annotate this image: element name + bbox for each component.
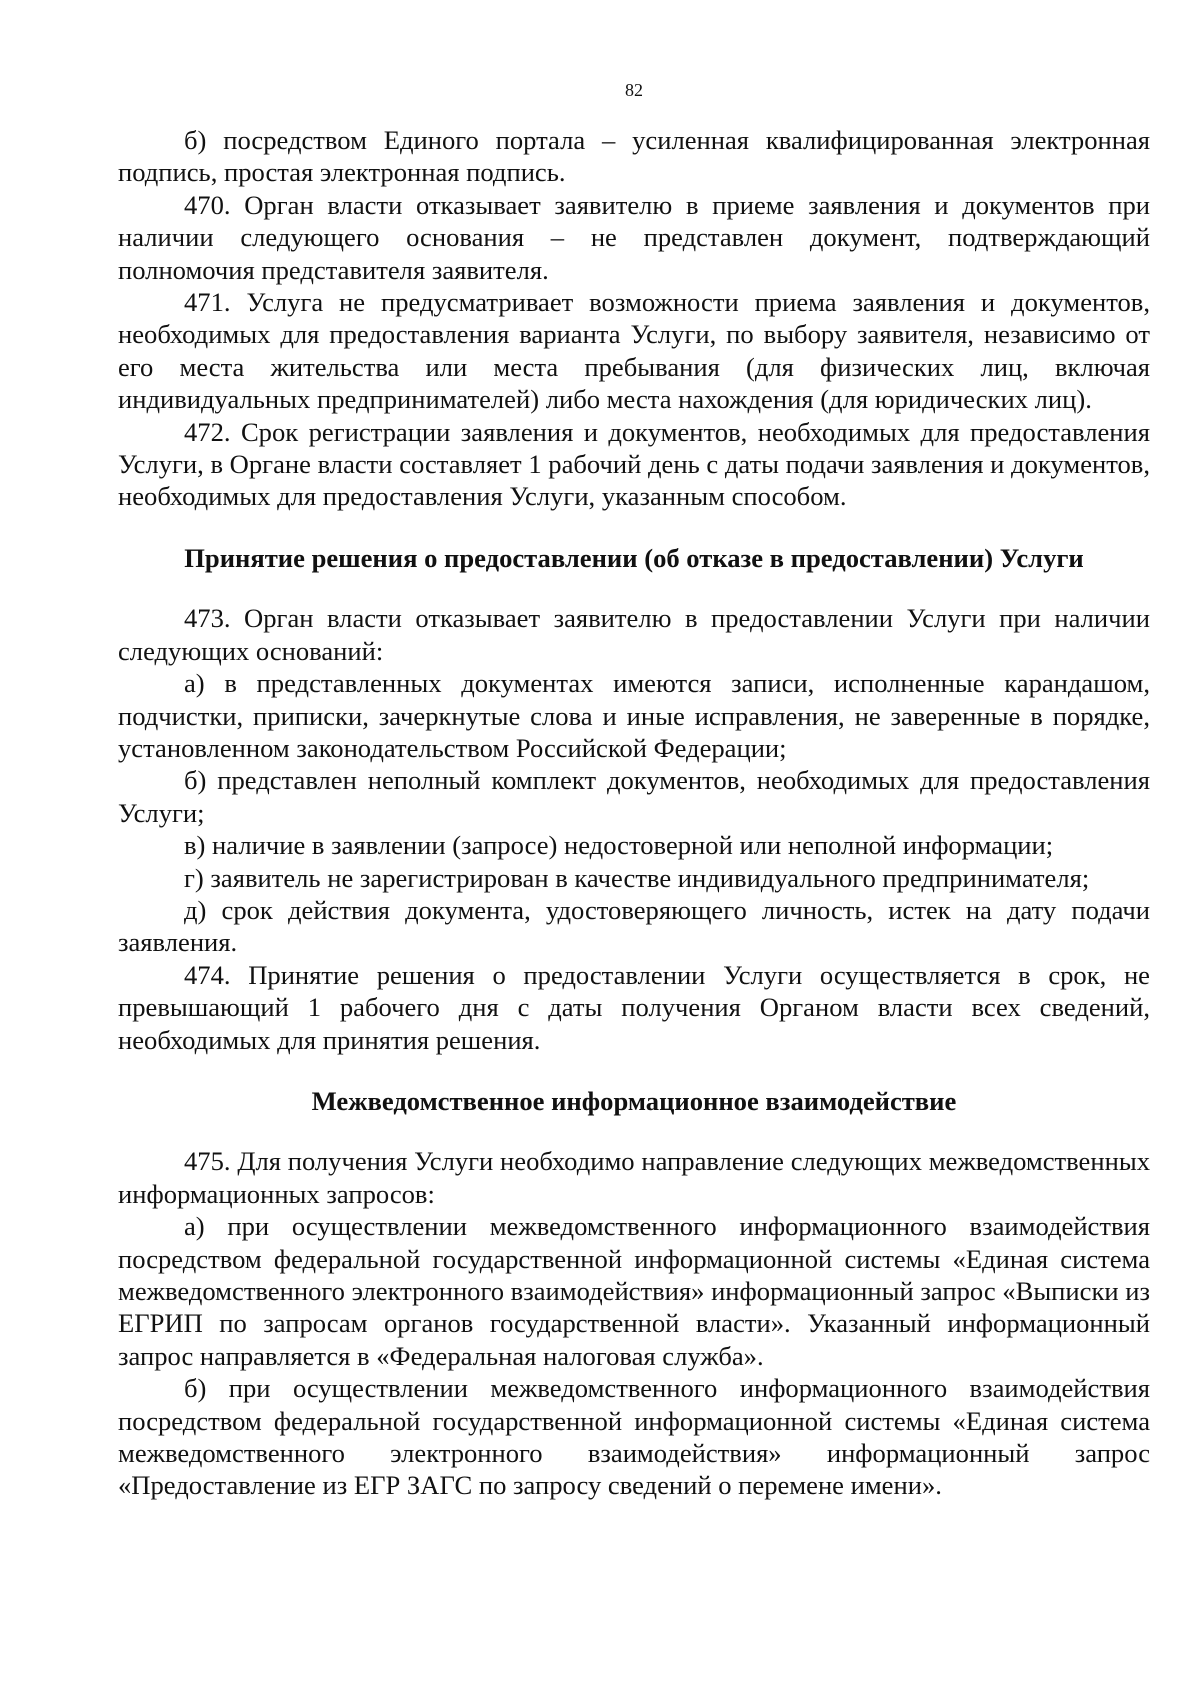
list-item-d: д) срок действия документа, удостоверяющего личность, истек на дату подачи заявления. [118, 894, 1150, 958]
list-item-g: г) заявитель не зарегистрирован в качестве индивидуального предпринимателя; [184, 862, 1090, 893]
paragraph-473: 473. Орган власти отказывает заявителю в предоставлении Услуги при наличии следующих оснований: [118, 603, 1150, 666]
paragraph-475: 475. Для получения Услуги необходимо направление следующих межведомственных информационных запросов: [118, 1146, 1150, 1209]
list-item-475-a: а) при осуществлении межведомственного информационного взаимодействия посредством федеральной государственной информационной системы «Единая система межведомственного электронного взаимодействия» информационный запрос «Выписки из ЕГРИП по запросам органов государственной власти». Указанный информационный запрос направляется в «Федеральная налоговая служба». [118, 1211, 1150, 1371]
paragraph-471: 471. Услуга не предусматривает возможности приема заявления и документов, необходимых для предоставления варианта Услуги, по выбору заявителя, независимо от его места жительства или места пребывания (для физических лиц, включая индивидуальных предпринимателей) либо места нахождения (для юридических лиц). [118, 287, 1150, 415]
list-item-475-b: б) при осуществлении межведомственного информационного взаимодействия посредством федеральной государственной информационной системы «Единая система межведомственного электронного взаимодействия» информационный запрос «Предоставление из ЕГР ЗАГС по запросу сведений о перемене имени». [118, 1373, 1150, 1501]
section-heading-decision: Принятие решения о предоставлении (об отказе в предоставлении) Услуги [184, 542, 1084, 573]
paragraph-472: 472. Срок регистрации заявления и документов, необходимых для предоставления Услуги, в Органе власти составляет 1 рабочий день с даты подачи заявления и документов, необходимых для предоставления Услуги, указанным способом. [118, 416, 1150, 512]
list-item-b: б) представлен неполный комплект документов, необходимых для предоставления Услуги; [118, 765, 1150, 828]
paragraph-470: 470. Орган власти отказывает заявителю в приеме заявления и документов при наличии следующего основания – не представлен документ, подтверждающий полномочия представителя заявителя. [118, 189, 1150, 285]
paragraph-b-signature: б) посредством Единого портала – усиленная квалифицированная электронная подпись, простая электронная подпись. [118, 125, 1150, 188]
list-item-a: а) в представленных документах имеются записи, исполненные карандашом, подчистки, приписки, зачеркнутые слова и иные исправления, не заверенные в порядке, установленном законодательством Российской Федерации; [118, 668, 1150, 763]
page-number: 82 [625, 80, 643, 100]
list-item-v: в) наличие в заявлении (запросе) недостоверной или неполной информации; [184, 830, 1054, 861]
document-body [118, 124, 1150, 1502]
document-page [118, 0, 1150, 1706]
paragraph-474: 474. Принятие решения о предоставлении Услуги осуществляется в срок, не превышающий 1 рабочего дня с даты получения Органом власти всех сведений, необходимых для принятия решения. [118, 959, 1150, 1055]
section-heading-interagency: Межведомственное информационное взаимодействие [311, 1085, 957, 1116]
